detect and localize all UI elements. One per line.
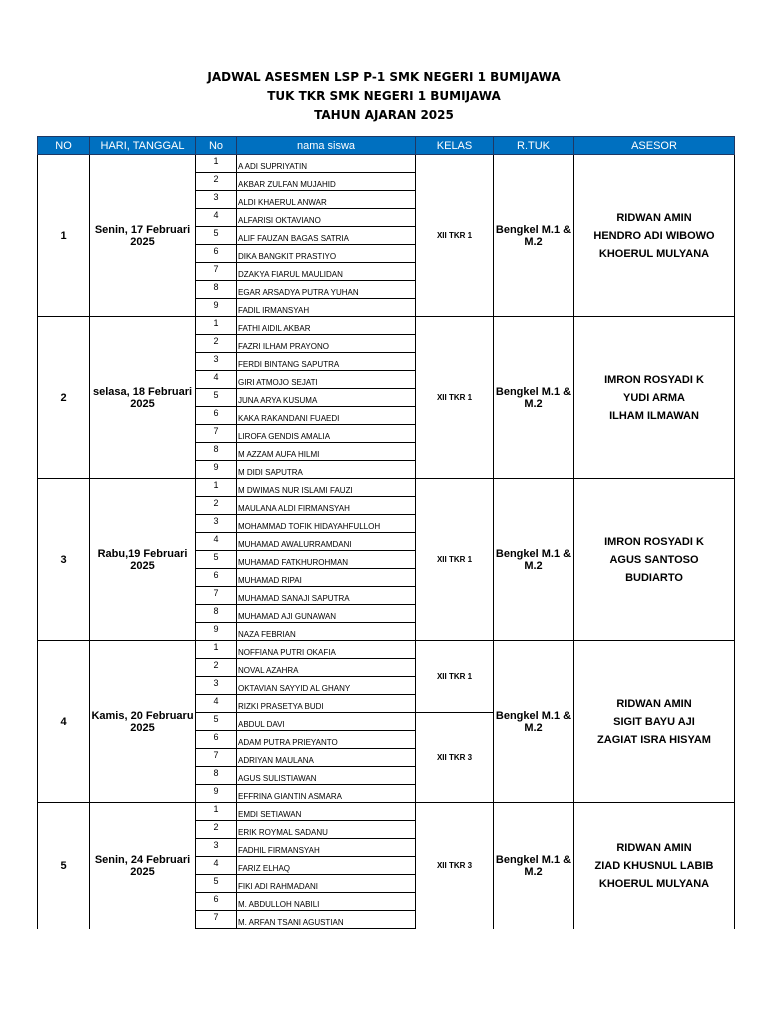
- rtuk-cell: Bengkel M.1 & M.2: [494, 803, 574, 929]
- asesor-name: IMRON ROSYADI K: [604, 373, 704, 386]
- student-index: 8: [196, 281, 237, 299]
- asesor-name: RIDWAN AMIN: [616, 211, 692, 224]
- student-index: 3: [196, 191, 237, 209]
- group-number: 2: [38, 317, 90, 479]
- student-name: M AZZAM AUFA HILMI: [237, 443, 416, 461]
- student-index: 5: [196, 389, 237, 407]
- asesor-name: ZAGIAT ISRA HISYAM: [597, 733, 711, 746]
- student-index: 1: [196, 479, 237, 497]
- student-index: 6: [196, 731, 237, 749]
- asesor-cell: [574, 317, 735, 479]
- student-index: 6: [196, 893, 237, 911]
- table-row: [38, 641, 735, 659]
- group-number: 3: [38, 479, 90, 641]
- student-index: 2: [196, 659, 237, 677]
- asesor-name: YUDI ARMA: [623, 391, 685, 404]
- student-index: 6: [196, 245, 237, 263]
- rtuk-cell: Bengkel M.1 & M.2: [494, 317, 574, 479]
- col-header-rtuk: R.TUK: [494, 137, 574, 155]
- student-name: NAZA FEBRIAN: [237, 623, 416, 641]
- student-name: MUHAMAD AWALURRAMDANI: [237, 533, 416, 551]
- asesor-cell: [574, 803, 735, 929]
- student-index: 5: [196, 875, 237, 893]
- student-index: 9: [196, 785, 237, 803]
- document-title-block: [0, 68, 768, 125]
- student-index: 9: [196, 299, 237, 317]
- student-name: MAULANA ALDI FIRMANSYAH: [237, 497, 416, 515]
- student-name: ALFARISI OKTAVIANO: [237, 209, 416, 227]
- kelas-cell: XII TKR 1: [416, 479, 494, 641]
- student-name: M DWIMAS NUR ISLAMI FAUZI: [237, 479, 416, 497]
- table-row: [38, 479, 735, 497]
- rtuk-cell: Bengkel M.1 & M.2: [494, 641, 574, 803]
- student-index: 4: [196, 371, 237, 389]
- student-index: 2: [196, 173, 237, 191]
- table-row: [38, 317, 735, 335]
- col-header-no: NO: [38, 137, 90, 155]
- group-number: 5: [38, 803, 90, 929]
- col-header-kelas: KELAS: [416, 137, 494, 155]
- rtuk-cell: Bengkel M.1 & M.2: [494, 155, 574, 317]
- student-index: 1: [196, 155, 237, 173]
- asesor-name: ILHAM ILMAWAN: [609, 409, 699, 422]
- student-index: 8: [196, 605, 237, 623]
- student-index: 7: [196, 587, 237, 605]
- col-header-hari-tanggal: HARI, TANGGAL: [90, 137, 196, 155]
- asesor-cell: [574, 155, 735, 317]
- col-header-index: No: [196, 137, 237, 155]
- kelas-cell: XII TKR 1: [416, 155, 494, 317]
- student-name: DZAKYA FIARUL MAULIDAN: [237, 263, 416, 281]
- asesor-name: RIDWAN AMIN: [616, 697, 692, 710]
- group-date: Senin, 24 Februari 2025: [90, 803, 196, 929]
- student-index: 4: [196, 857, 237, 875]
- student-name: ALIF FAUZAN BAGAS SATRIA: [237, 227, 416, 245]
- student-index: 5: [196, 551, 237, 569]
- student-name: RIZKI PRASETYA BUDI: [237, 695, 416, 713]
- student-index: 9: [196, 623, 237, 641]
- student-name: FADIL IRMANSYAH: [237, 299, 416, 317]
- student-name: EGAR ARSADYA PUTRA YUHAN: [237, 281, 416, 299]
- student-name: LIROFA GENDIS AMALIA: [237, 425, 416, 443]
- student-index: 1: [196, 641, 237, 659]
- kelas-cell: XII TKR 1: [416, 641, 494, 713]
- kelas-cell: XII TKR 1: [416, 317, 494, 479]
- asesor-name: RIDWAN AMIN: [616, 841, 692, 854]
- student-index: 4: [196, 533, 237, 551]
- student-name: M. ABDULLOH NABILI: [237, 893, 416, 911]
- student-name: FARIZ ELHAQ: [237, 857, 416, 875]
- student-name: ERIK ROYMAL SADANU: [237, 821, 416, 839]
- student-index: 3: [196, 839, 237, 857]
- asesor-name: AGUS SANTOSO: [609, 553, 699, 566]
- kelas-cell: XII TKR 3: [416, 803, 494, 929]
- student-index: 9: [196, 461, 237, 479]
- student-name: FADHIL FIRMANSYAH: [237, 839, 416, 857]
- student-name: MUHAMAD FATKHUROHMAN: [237, 551, 416, 569]
- asesor-name: HENDRO ADI WIBOWO: [593, 229, 715, 242]
- student-index: 5: [196, 227, 237, 245]
- group-date: Kamis, 20 Februaru 2025: [90, 641, 196, 803]
- student-index: 2: [196, 821, 237, 839]
- student-name: MUHAMAD RIPAI: [237, 569, 416, 587]
- title-line-2: TUK TKR SMK NEGERI 1 BUMIJAWA: [267, 89, 501, 103]
- group-date: selasa, 18 Februari 2025: [90, 317, 196, 479]
- col-header-nama-siswa: nama siswa: [237, 137, 416, 155]
- student-name: MUHAMAD AJI GUNAWAN: [237, 605, 416, 623]
- asesor-cell: [574, 641, 735, 803]
- asesor-name: BUDIARTO: [625, 571, 683, 584]
- group-date: Rabu,19 Februari 2025: [90, 479, 196, 641]
- student-index: 7: [196, 911, 237, 929]
- student-name: NOFFIANA PUTRI OKAFIA: [237, 641, 416, 659]
- student-index: 2: [196, 335, 237, 353]
- table-row: [38, 155, 735, 173]
- asesor-name: IMRON ROSYADI K: [604, 535, 704, 548]
- student-index: 4: [196, 209, 237, 227]
- student-name: ALDI KHAERUL ANWAR: [237, 191, 416, 209]
- student-name: JUNA ARYA KUSUMA: [237, 389, 416, 407]
- asesor-name: ZIAD KHUSNUL LABIB: [594, 859, 714, 872]
- student-index: 7: [196, 425, 237, 443]
- group-number: 4: [38, 641, 90, 803]
- student-name: KAKA RAKANDANI FUAEDI: [237, 407, 416, 425]
- student-index: 6: [196, 407, 237, 425]
- student-index: 8: [196, 443, 237, 461]
- title-line-1: JADWAL ASESMEN LSP P-1 SMK NEGERI 1 BUMIJAWA: [207, 70, 561, 84]
- student-index: 6: [196, 569, 237, 587]
- student-index: 3: [196, 515, 237, 533]
- table-row: [38, 803, 735, 821]
- asesor-name: SIGIT BAYU AJI: [613, 715, 695, 728]
- student-name: ADRIYAN MAULANA: [237, 749, 416, 767]
- student-name: AGUS SULISTIAWAN: [237, 767, 416, 785]
- student-name: FERDI BINTANG SAPUTRA: [237, 353, 416, 371]
- student-index: 3: [196, 677, 237, 695]
- student-index: 8: [196, 767, 237, 785]
- student-index: 7: [196, 263, 237, 281]
- student-name: EFFRINA GIANTIN ASMARA: [237, 785, 416, 803]
- student-index: 5: [196, 713, 237, 731]
- student-name: NOVAL AZAHRA: [237, 659, 416, 677]
- student-name: A ADI SUPRIYATIN: [237, 155, 416, 173]
- rtuk-cell: Bengkel M.1 & M.2: [494, 479, 574, 641]
- col-header-asesor: ASESOR: [574, 137, 735, 155]
- student-name: AKBAR ZULFAN MUJAHID: [237, 173, 416, 191]
- student-name: GIRI ATMOJO SEJATI: [237, 371, 416, 389]
- student-name: MUHAMAD SANAJI SAPUTRA: [237, 587, 416, 605]
- student-name: ADAM PUTRA PRIEYANTO: [237, 731, 416, 749]
- asesor-name: KHOERUL MULYANA: [598, 877, 710, 890]
- student-index: 4: [196, 695, 237, 713]
- student-index: 2: [196, 497, 237, 515]
- group-number: 1: [38, 155, 90, 317]
- student-name: EMDI SETIAWAN: [237, 803, 416, 821]
- student-name: M DIDI SAPUTRA: [237, 461, 416, 479]
- header-row: [38, 137, 735, 155]
- student-name: M. ARFAN TSANI AGUSTIAN: [237, 911, 416, 929]
- student-name: MOHAMMAD TOFIK HIDAYAHFULLOH: [237, 515, 416, 533]
- schedule-body: [38, 155, 735, 929]
- schedule-table: [37, 136, 735, 929]
- asesor-cell: [574, 479, 735, 641]
- student-index: 1: [196, 803, 237, 821]
- student-name: FAZRI ILHAM PRAYONO: [237, 335, 416, 353]
- student-name: FATHI AIDIL AKBAR: [237, 317, 416, 335]
- kelas-cell: XII TKR 3: [416, 713, 494, 803]
- student-name: FIKI ADI RAHMADANI: [237, 875, 416, 893]
- student-index: 1: [196, 317, 237, 335]
- student-index: 7: [196, 749, 237, 767]
- title-line-3: TAHUN AJARAN 2025: [314, 108, 454, 122]
- student-name: ABDUL DAVI: [237, 713, 416, 731]
- student-index: 3: [196, 353, 237, 371]
- student-name: OKTAVIAN SAYYID AL GHANY: [237, 677, 416, 695]
- asesor-name: KHOERUL MULYANA: [598, 247, 710, 260]
- group-date: Senin, 17 Februari 2025: [90, 155, 196, 317]
- student-name: DIKA BANGKIT PRASTIYO: [237, 245, 416, 263]
